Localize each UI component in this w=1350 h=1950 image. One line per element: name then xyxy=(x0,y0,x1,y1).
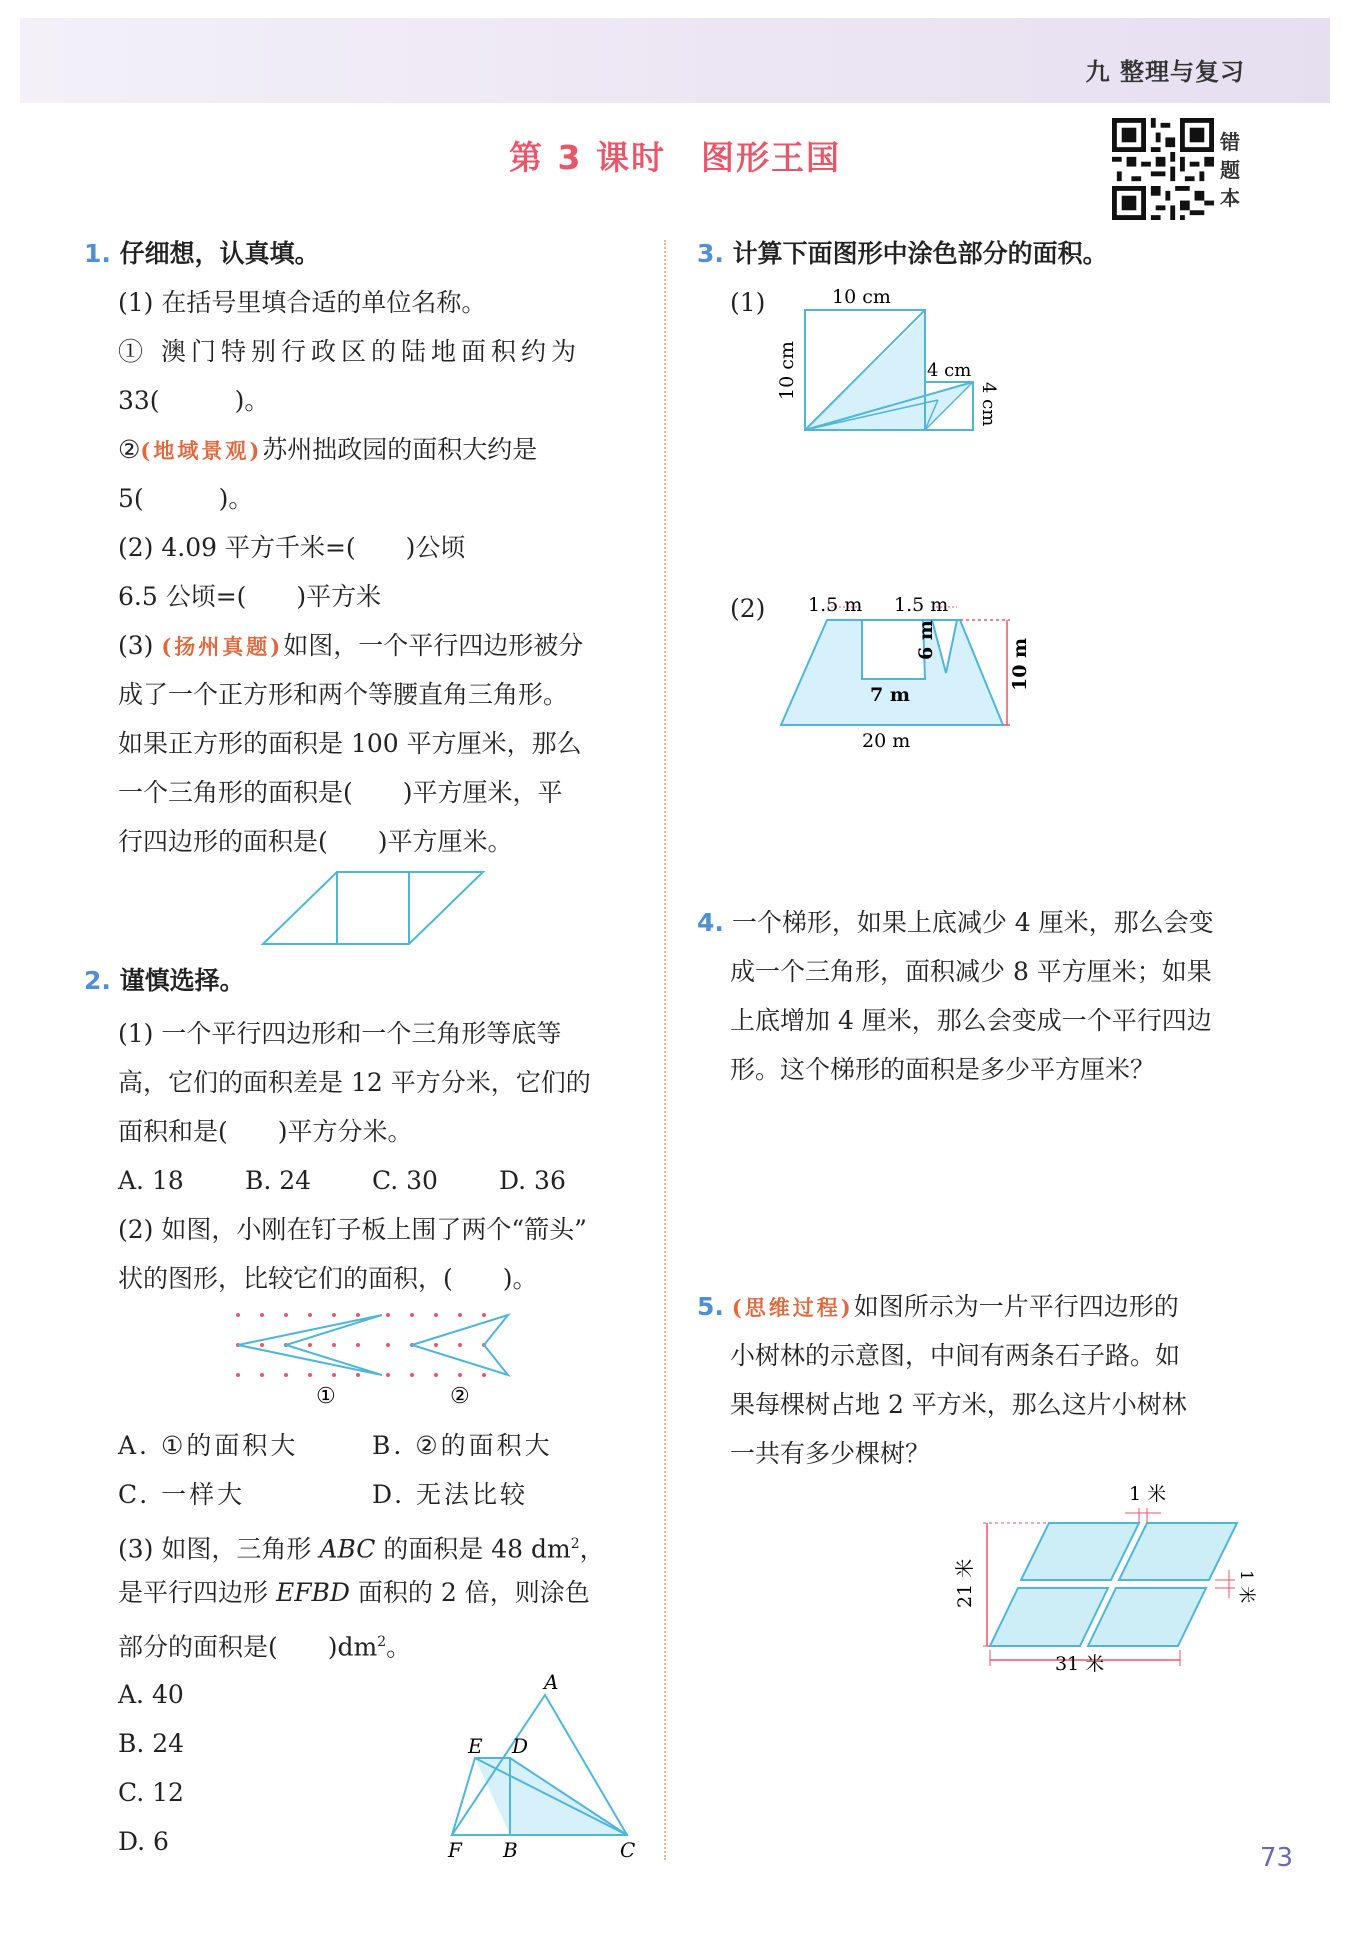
arrow-label-2: ② xyxy=(450,1384,470,1405)
q2-part3-line1 xyxy=(118,1529,605,1564)
q5-line4: 一共有多少棵树？ xyxy=(730,1439,931,1468)
q2-part1-line3: 面积和是( )平方分米。 xyxy=(118,1117,413,1146)
q1-heading xyxy=(84,239,320,269)
q2-part1-line2: 高，它们的面积差是 12 平方分米，它们的 xyxy=(118,1068,591,1097)
q1-part3-line1: (3) (扬州真题)如图，一个平行四边形被分 xyxy=(118,631,584,660)
q2-p1-option-d: D. 36 xyxy=(499,1166,566,1195)
q5-text-line1: 如图所示为一片平行四边形的 xyxy=(853,1292,1179,1321)
vertex-label-d: D xyxy=(512,1734,529,1758)
qr-code-icon[interactable] xyxy=(1112,118,1214,220)
grove-figure xyxy=(945,1478,1265,1678)
q3-part2-label: (2) xyxy=(730,594,766,623)
q5-line1 xyxy=(697,1292,1179,1323)
f2-top-right-label: 1.5 m xyxy=(894,594,949,616)
f1-right-label: 4 cm xyxy=(978,382,999,427)
q2-p1-option-a: A. 18 xyxy=(118,1166,184,1195)
q5-line2: 小树林的示意图，中间有两条石子路。如 xyxy=(730,1341,1181,1370)
q2-title: 谨慎选择。 xyxy=(119,966,245,995)
vertex-label-a: A xyxy=(544,1670,559,1694)
grove-left-label: 21 米 xyxy=(954,1558,976,1608)
q1-title: 仔细想，认真填。 xyxy=(119,239,320,268)
vertex-label-e: E xyxy=(468,1734,483,1758)
q4-line4: 形。这个梯形的面积是多少平方厘米？ xyxy=(730,1055,1156,1084)
grove-right-label: 1 米 xyxy=(1236,1570,1256,1604)
squares-figure xyxy=(770,282,1010,442)
arrow-label-1: ① xyxy=(316,1384,336,1405)
q3-heading xyxy=(697,239,1108,269)
f2-inner-base-label: 7 m xyxy=(870,684,910,706)
q1-p3-tag: (扬州真题) xyxy=(161,634,284,659)
q2-p2-option-a: A. ①的面积大 xyxy=(118,1431,299,1460)
q1-part3-line5: 行四边形的面积是( )平方厘米。 xyxy=(118,827,513,856)
q2-p3-l1-text: (3) 如图，三角形 xyxy=(118,1534,320,1564)
q3-number: 3. xyxy=(697,239,724,268)
q4-line1 xyxy=(697,908,1214,938)
page-title: 第 3 课时 图形王国 xyxy=(509,138,841,177)
f2-height-inner-label: 6 m xyxy=(915,620,937,660)
trapezoid-figure xyxy=(770,585,1040,755)
q2-p3-l2-text: 是平行四边形 xyxy=(118,1578,276,1607)
q1-part1: (1) 在括号里填合适的单位名称。 xyxy=(118,288,487,317)
f1-left-label: 10 cm xyxy=(776,341,798,400)
q2-p2-option-b: B. ②的面积大 xyxy=(372,1431,553,1460)
q2-p3-option-a: A. 40 xyxy=(118,1680,184,1709)
q2-heading xyxy=(84,966,245,996)
q4-line3: 上底增加 4 厘米，那么会变成一个平行四边 xyxy=(730,1006,1212,1035)
page-number: 73 xyxy=(1260,1843,1294,1873)
q5-number: 5. xyxy=(697,1292,724,1321)
q2-p2-option-d: D. 无法比较 xyxy=(372,1480,529,1509)
f2-top-left-label: 1.5 m xyxy=(808,594,863,616)
q1-part3-line2: 成了一个正方形和两个等腰直角三角形。 xyxy=(118,680,569,709)
q1-p3-text: 如图，一个平行四边形被分 xyxy=(283,631,584,660)
vertex-label-f: F xyxy=(448,1838,462,1862)
q2-p1-option-b: B. 24 xyxy=(245,1166,312,1195)
q3-part1-label: (1) xyxy=(730,288,766,317)
q2-p3-option-c: C. 12 xyxy=(118,1778,184,1807)
parallelogram-figure xyxy=(255,868,495,948)
f1-top-label: 10 cm xyxy=(832,286,891,308)
q2-part2-line2: 状的图形，比较它们的面积，( )。 xyxy=(118,1264,538,1293)
column-divider xyxy=(664,240,666,1860)
q1-b-text: 苏州拙政园的面积大约是 xyxy=(262,435,538,464)
q2-p3-option-d: D. 6 xyxy=(118,1827,169,1856)
q2-p3-l3-end: 。 xyxy=(386,1632,412,1662)
q2-number: 2. xyxy=(84,966,111,995)
chapter-label: 九 整理与复习 xyxy=(1085,58,1245,86)
q5-tag: (思维过程) xyxy=(731,1295,854,1320)
q1-item-a-line1: ① 澳门特别行政区的陆地面积约为 xyxy=(118,337,581,366)
q1-item-b-line1: ②(地域景观)苏州拙政园的面积大约是 xyxy=(118,435,538,464)
qr-label-char: 题 xyxy=(1220,158,1240,182)
f2-bottom-label: 20 m xyxy=(862,730,911,752)
q2-p3-l3-sup: 2 xyxy=(377,1634,387,1650)
q1-part3-line3: 如果正方形的面积是 100 平方厘米，那么 xyxy=(118,729,582,758)
qr-label-char: 本 xyxy=(1220,186,1240,210)
qr-label-char: 错 xyxy=(1220,130,1240,154)
q1-part2b: 6.5 公顷=( )平方米 xyxy=(118,582,382,611)
vertex-label-c: C xyxy=(620,1838,636,1862)
grove-top-label: 1 米 xyxy=(1129,1483,1167,1505)
q2-p3-l3-text: 部分的面积是( )dm xyxy=(118,1632,378,1662)
q2-p3-l2-rest: 面积的 2 倍，则涂色 xyxy=(349,1578,590,1607)
mistake-notebook-label xyxy=(1220,128,1246,212)
q2-p3-l1-end: ， xyxy=(579,1534,605,1564)
triangle-abc-label: ABC xyxy=(319,1534,376,1564)
q2-part1-line1: (1) 一个平行四边形和一个三角形等底等 xyxy=(118,1019,562,1048)
q2-p2-option-c: C. 一样大 xyxy=(118,1480,246,1509)
q5-line3: 果每棵树占地 2 平方米，那么这片小树林 xyxy=(730,1390,1187,1419)
q4-line2: 成一个三角形，面积减少 8 平方厘米；如果 xyxy=(730,957,1212,986)
q2-part3-line3 xyxy=(118,1627,411,1662)
f2-height-label: 10 m xyxy=(1009,637,1031,691)
q1-part2: (2) 4.09 平方千米=( )公顷 xyxy=(118,533,466,562)
q2-p3-l1-sup: 2 xyxy=(570,1536,580,1552)
q2-part2-line1: (2) 如图，小刚在钉子板上围了两个“箭头” xyxy=(118,1215,587,1244)
q1-number: 1. xyxy=(84,239,111,268)
grove-bottom-label: 31 米 xyxy=(1055,1653,1105,1675)
q4-number: 4. xyxy=(697,908,724,937)
q1-part3-line4: 一个三角形的面积是( )平方厘米，平 xyxy=(118,778,563,807)
triangle-abc-figure xyxy=(440,1665,640,1865)
q2-part3-line2 xyxy=(118,1578,590,1608)
parallelogram-efbd-label: EFBD xyxy=(275,1578,350,1607)
q4-text-line1: 一个梯形，如果上底减少 4 厘米，那么会变 xyxy=(731,908,1214,937)
q2-p3-option-b: B. 24 xyxy=(118,1729,185,1758)
pegboard-figure xyxy=(228,1305,528,1405)
q2-p3-l1-area: 的面积是 48 dm xyxy=(375,1534,571,1564)
q1-item-b-line2: 5( )。 xyxy=(118,484,254,513)
grove-plots xyxy=(990,1523,1237,1646)
q1-item-a-line2: 33( )。 xyxy=(118,386,270,415)
q1-b-tag: (地域景观) xyxy=(140,438,263,463)
q2-p1-option-c: C. 30 xyxy=(372,1166,438,1195)
q3-title: 计算下面图形中涂色部分的面积。 xyxy=(732,239,1108,268)
vertex-label-b: B xyxy=(503,1838,518,1862)
f1-mid-label: 4 cm xyxy=(927,360,972,381)
